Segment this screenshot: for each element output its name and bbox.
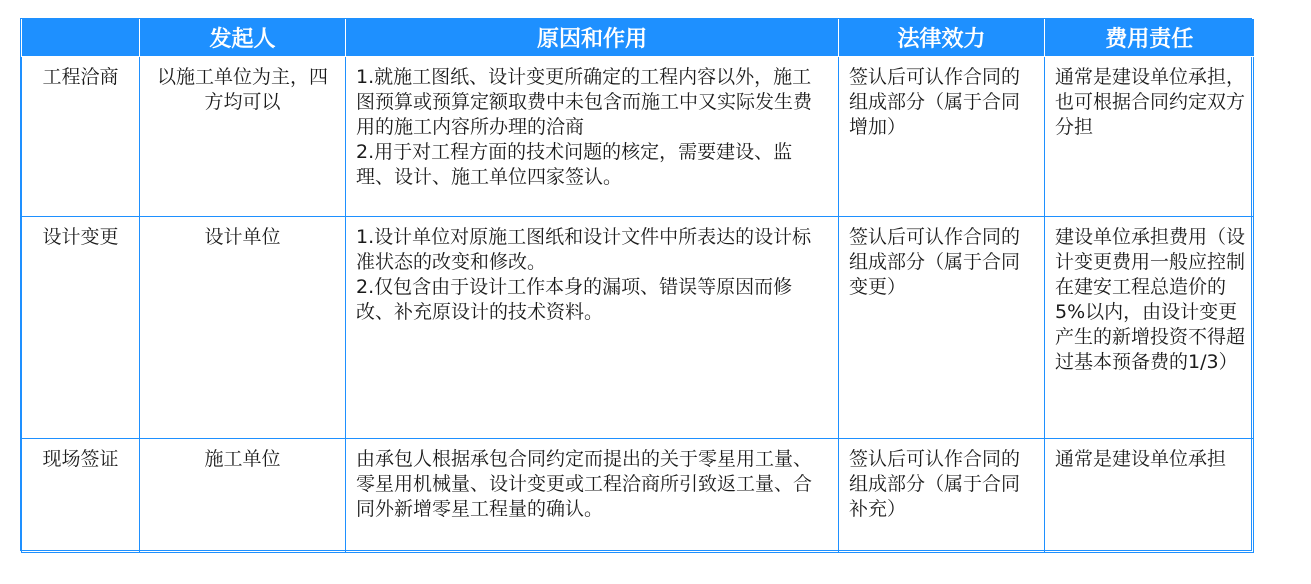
row-cost-cell: 建设单位承担费用（设计变更费用一般应控制在建安工程总造价的5%以内，由设计变更产生的新增投资不得超过基本预备费的1/3） xyxy=(1045,216,1254,438)
reason-point-1: 1.就施工图纸、设计变更所确定的工程内容以外，施工图预算或预算定额取费中未包含而施工中又实际发生费用的施工内容所办理的洽商 xyxy=(356,65,813,138)
row-initiator-cell: 设计单位 xyxy=(140,216,346,438)
row-type-cell: 工程洽商 xyxy=(22,56,140,216)
row-cost-cell: 通常是建设单位承担 xyxy=(1045,438,1254,552)
comparison-table-container xyxy=(20,18,1252,551)
row-type-cell: 现场签证 xyxy=(22,438,140,552)
row-legal-cell: 签认后可认作合同的组成部分（属于合同变更） xyxy=(839,216,1045,438)
row-initiator-cell: 施工单位 xyxy=(140,438,346,552)
comparison-table xyxy=(21,19,1254,553)
row-reason-cell xyxy=(346,438,839,552)
table-header-row xyxy=(22,19,1254,56)
reason-point-1: 由承包人根据承包合同约定而提出的关于零星用工量、零星用机械量、设计变更或工程洽商所引致返工量、合同外新增零星工程量的确认。 xyxy=(356,447,813,520)
row-reason-cell xyxy=(346,216,839,438)
table-row xyxy=(22,56,1254,216)
reason-point-2: 2.仅包含由于设计工作本身的漏项、错误等原因而修改、补充原设计的技术资料。 xyxy=(356,275,793,323)
row-type-cell: 设计变更 xyxy=(22,216,140,438)
row-legal-cell: 签认后可认作合同的组成部分（属于合同增加） xyxy=(839,56,1045,216)
reason-point-2: 2.用于对工程方面的技术问题的核定，需要建设、监理、设计、施工单位四家签认。 xyxy=(356,140,793,188)
table-row xyxy=(22,438,1254,552)
row-reason-cell xyxy=(346,56,839,216)
table-row xyxy=(22,216,1254,438)
row-cost-cell: 通常是建设单位承担，也可根据合同约定双方分担 xyxy=(1045,56,1254,216)
header-legal: 法律效力 xyxy=(839,19,1045,56)
row-initiator-cell: 以施工单位为主，四方均可以 xyxy=(140,56,346,216)
header-type xyxy=(22,19,140,56)
header-cost: 费用责任 xyxy=(1045,19,1254,56)
reason-point-1: 1.设计单位对原施工图纸和设计文件中所表达的设计标准状态的改变和修改。 xyxy=(356,225,812,273)
header-initiator: 发起人 xyxy=(140,19,346,56)
header-reason: 原因和作用 xyxy=(346,19,839,56)
row-legal-cell: 签认后可认作合同的组成部分（属于合同补充） xyxy=(839,438,1045,552)
